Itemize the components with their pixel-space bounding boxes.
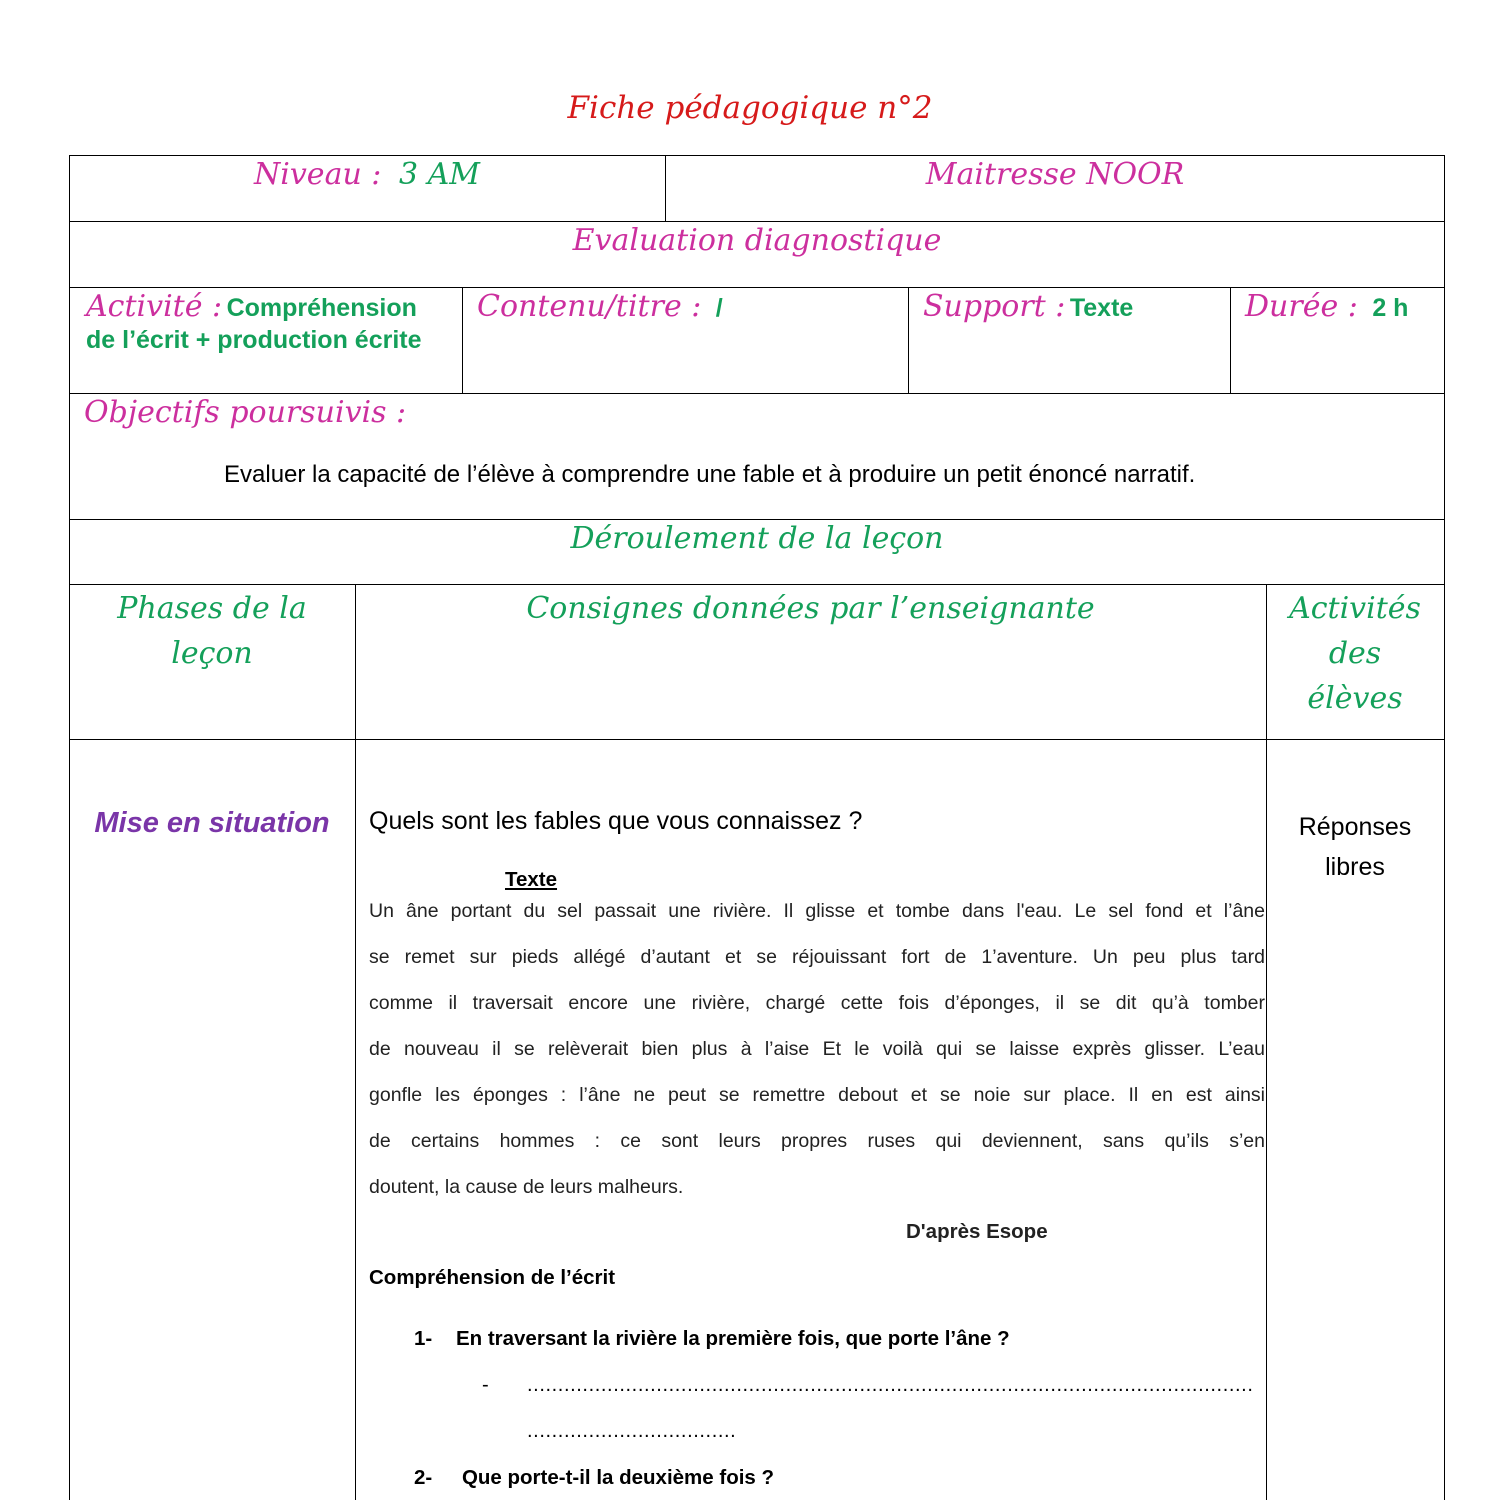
fable-line: de nouveau il se relèverait bien plus à l’aise Et le voilà qui se laisse exprès glisser. L’eau [369, 1038, 1265, 1060]
support-value: Texte [1069, 294, 1134, 322]
answer-line-1[interactable]: ...................................................................................................................... [527, 1374, 1254, 1396]
niveau-value: 3 AM [398, 157, 480, 192]
column-header-activites-line2: des [1328, 636, 1382, 671]
column-header-phases-line2: leçon [171, 636, 253, 671]
activite-cell [86, 289, 462, 355]
duree-cell [1245, 289, 1443, 324]
column-header-consignes: Consignes données par l’enseignante [526, 591, 1095, 626]
fable-line: Un âne portant du sel passait une rivière. Il glisse et tombe dans l'eau. Le sel fond et l’âne [369, 900, 1265, 922]
column-header-activites [1266, 586, 1444, 721]
teacher-name: Maitresse NOOR [925, 157, 1185, 192]
activite-label: Activité : [86, 289, 223, 324]
support-label: Support : [923, 289, 1066, 324]
fable-line: se remet sur pieds allégé d’autant et se réjouissant fort de 1’aventure. Un peu plus tard [369, 946, 1265, 968]
phase-mise-en-situation: Mise en situation [94, 807, 330, 839]
comprehension-heading: Compréhension de l’écrit [369, 1266, 616, 1289]
activite-value-1: Compréhension [226, 294, 417, 322]
question-2-number: 2- [414, 1466, 433, 1489]
contenu-cell [477, 289, 907, 324]
fable-line: de certains hommes : ce sont leurs propres ruses qui deviennent, sans qu’ils s’en [369, 1130, 1265, 1152]
fable-text [369, 888, 1265, 1210]
column-header-phases-line1: Phases de la [117, 591, 307, 626]
deroulement-heading: Déroulement de la leçon [570, 521, 944, 556]
student-activity-line2: libres [1325, 853, 1385, 881]
niveau-label: Niveau : [254, 157, 382, 192]
page-title: Fiche pédagogique n°2 [567, 90, 933, 126]
question-1 [414, 1327, 1010, 1351]
duree-label: Durée : [1245, 289, 1358, 324]
column-header-activites-line3: élèves [1307, 681, 1403, 716]
fable-source: D'après Esope [906, 1220, 1048, 1243]
question-2 [414, 1466, 774, 1490]
niveau-cell [69, 157, 665, 192]
question-1-number: 1- [414, 1327, 433, 1350]
support-cell [923, 289, 1228, 324]
fable-line: comme il traversait encore une rivière, chargé cette fois d’éponges, il se dit qu’à tomber [369, 992, 1265, 1014]
question-2-text: Que porte-t-il la deuxième fois ? [461, 1466, 775, 1489]
situation-question: Quels sont les fables que vous connaissez ? [369, 807, 863, 835]
column-header-activites-line1: Activités [1289, 591, 1421, 626]
texte-heading: Texte [505, 868, 558, 891]
answer-dash: - [482, 1374, 489, 1396]
fable-line: doutent, la cause de leurs malheurs. [369, 1176, 684, 1198]
activite-value-2: de l’écrit + production écrite [86, 326, 422, 354]
fable-line: gonfle les éponges : l’âne ne peut se remettre debout et se noie sur place. Il en est ainsi [369, 1084, 1265, 1106]
contenu-label: Contenu/titre : [477, 289, 702, 324]
evaluation-type: Evaluation diagnostique [572, 223, 942, 258]
objectifs-label: Objectifs poursuivis : [84, 395, 407, 430]
student-activity-line1: Réponses [1298, 813, 1412, 841]
contenu-value: / [715, 294, 723, 322]
student-activity [1266, 807, 1444, 887]
duree-value: 2 h [1372, 294, 1409, 322]
objectifs-text: Evaluer la capacité de l’élève à comprendre une fable et à produire un petit énoncé narratif. [224, 461, 1196, 488]
column-header-phases [69, 586, 355, 676]
answer-line-2[interactable]: .................................. [527, 1420, 737, 1442]
question-1-text: En traversant la rivière la première fois, que porte l’âne ? [455, 1327, 1010, 1350]
